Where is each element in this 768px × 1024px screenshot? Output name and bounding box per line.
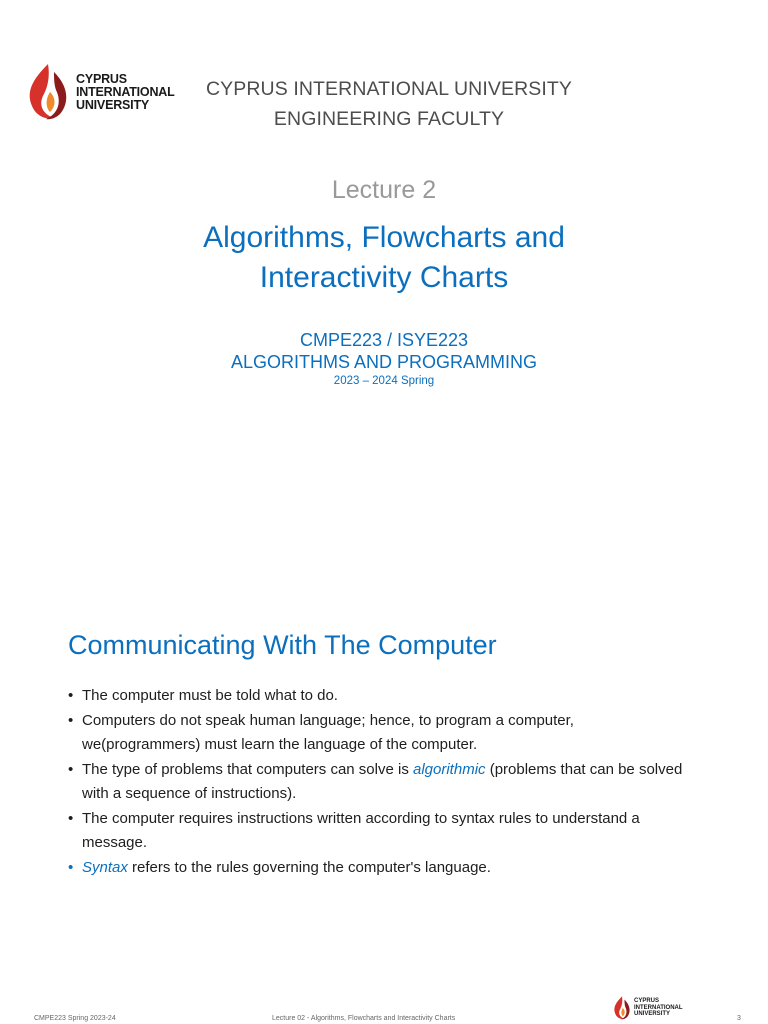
footer-logo-line-1: CYPRUS xyxy=(634,998,660,1005)
bullet-3-text-post: (problems that can be solved with a sequence of instructions). xyxy=(82,760,683,802)
bullet-list xyxy=(68,684,708,880)
lecture-title-line-2: Interactivity Charts xyxy=(259,261,509,294)
lecture-title-line-1: Algorithms, Flowcharts and xyxy=(203,221,565,254)
logo-line-1: CYPRUS xyxy=(76,71,127,86)
bullet-2-line-1: Computers do not speak human language; hence, to program a computer, xyxy=(82,711,574,729)
page-number: 3 xyxy=(737,1015,741,1022)
course-code: CMPE223 / ISYE223 xyxy=(299,330,469,350)
lecture-title xyxy=(0,218,768,298)
logo-line-2: INTERNATIONAL xyxy=(76,84,175,99)
bullet-item xyxy=(68,684,708,709)
bullet-4-text: The computer requires instructions written according to syntax rules to understand a message. xyxy=(82,809,640,851)
algorithmic-term: algorithmic xyxy=(413,760,486,778)
logo-line-3: UNIVERSITY xyxy=(76,97,150,112)
bullet-2-line-2: we(programmers) must learn the language of the computer. xyxy=(82,736,478,753)
syntax-term: Syntax xyxy=(82,858,128,876)
flame-logo-icon xyxy=(24,62,72,122)
logo-wordmark xyxy=(76,73,175,112)
footer-logo xyxy=(612,995,683,1021)
bullet-item xyxy=(68,807,708,856)
university-heading xyxy=(200,74,578,134)
flame-logo-icon xyxy=(612,995,632,1021)
bullet-5-text: refers to the rules governing the computer's language. xyxy=(127,858,491,876)
university-logo xyxy=(24,62,175,122)
content-slide xyxy=(0,512,768,1024)
university-name: CYPRUS INTERNATIONAL UNIVERSITY xyxy=(205,78,573,100)
footer-lecture: Lecture 02 - Algorithms, Flowcharts and Interactivity Charts xyxy=(272,1015,456,1022)
bullet-item xyxy=(68,758,708,807)
lecture-number: Lecture 2 xyxy=(331,176,437,204)
bullet-item xyxy=(68,856,708,881)
footer-logo-line-3: UNIVERSITY xyxy=(634,1011,671,1018)
course-name: ALGORITHMS AND PROGRAMMING xyxy=(230,352,538,372)
term-label: 2023 – 2024 Spring xyxy=(333,375,435,387)
slide-title: Communicating With The Computer xyxy=(68,630,497,660)
bullet-item xyxy=(68,709,708,758)
footer-logo-line-2: INTERNATIONAL xyxy=(634,1004,683,1011)
bullet-3-text-pre: The type of problems that computers can solve is xyxy=(82,760,413,778)
footer-course: CMPE223 Spring 2023-24 xyxy=(34,1015,116,1022)
faculty-name: ENGINEERING FACULTY xyxy=(273,108,505,130)
footer-logo-wordmark xyxy=(634,998,683,1018)
bullet-1-text: The computer must be told what to do. xyxy=(82,687,338,704)
